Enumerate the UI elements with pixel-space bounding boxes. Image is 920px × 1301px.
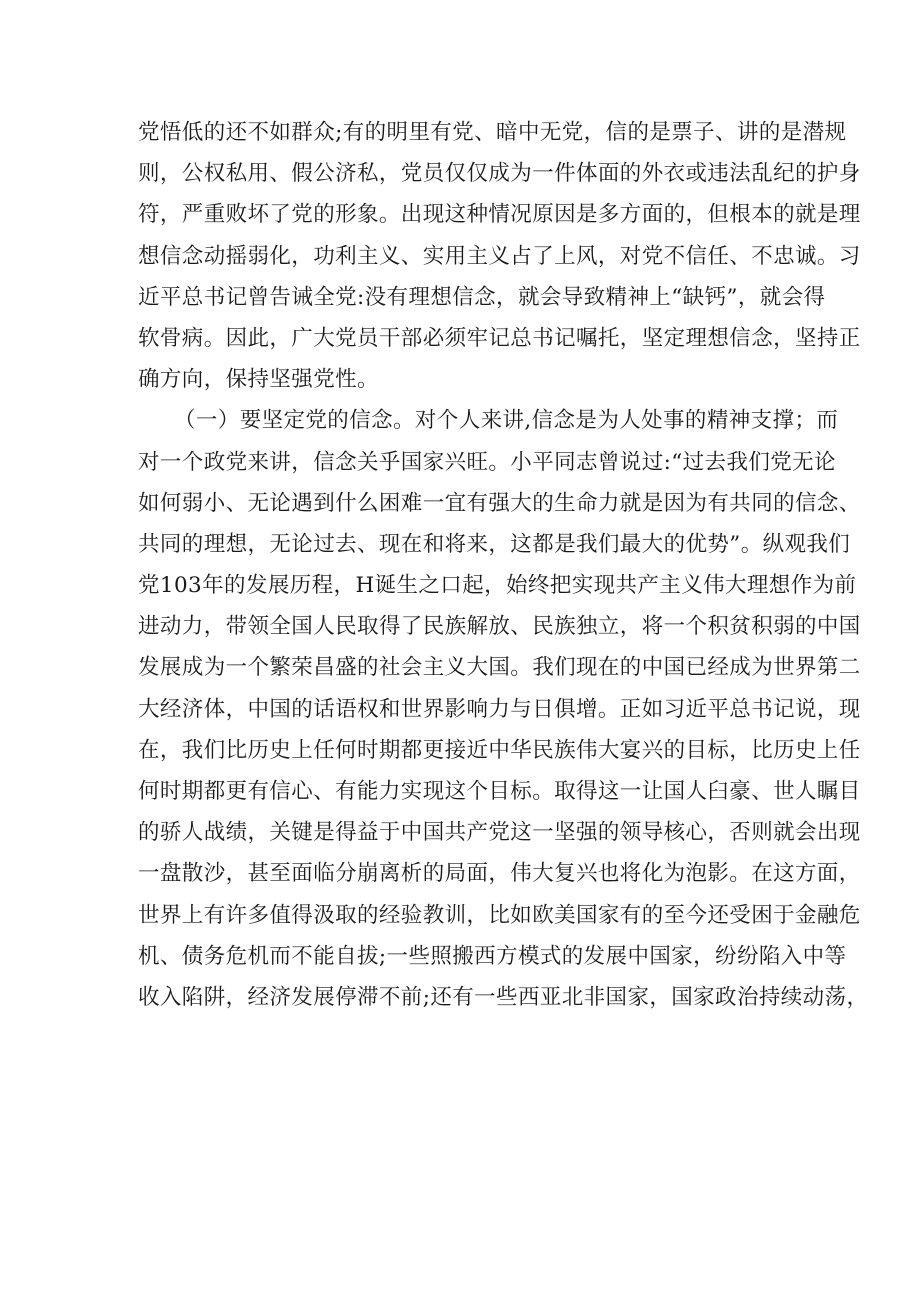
text-line: 的骄人战绩，关键是得益于中国共产党这一坚强的领导核心，否则就会出现 [138,820,861,846]
text-line: 进动力，带领全国人民取得了民族解放、民族独立，将一个积贫积弱的中国 [138,614,861,640]
text-line: 收入陷阱，经济发展停滞不前;还有一些西亚北非国家，国家政治持续动荡， [138,984,869,1010]
text-line: 软骨病。因此，广大党员干部必须牢记总书记嘱托，坚定理想信念，坚持正 [138,325,861,351]
text-line: 如何弱小、无论遇到什么困难一宜有强大的生命力就是因为有共同的信念、 [138,490,861,516]
text-line: 共同的理想，无论过去、现在和将来，这都是我们最大的优势”。纵观我们 [138,531,851,557]
text-line: 符，严重败坏了党的形象。出现这种情况原因是多方面的，但根本的就是理 [138,202,861,228]
text-line: 发展成为一个繁荣昌盛的社会主义大国。我们现在的中国已经成为世界第二 [138,655,861,681]
text-line: 对一个政党来讲，信念关乎国家兴旺。小平同志曾说过:“过去我们党无论 [138,449,836,475]
text-line: 世界上有许多值得汲取的经验教训，比如欧美国家有的至今还受困于金融危 [138,902,861,928]
text-line: 党悟低的还不如群众;有的明里有党、暗中无党，信的是票子、讲的是潜规 [138,120,847,145]
text-line: 在，我们比历史上任何时期都更接近中华民族伟大宴兴的目标，比历史上任 [138,737,861,763]
text-line: 想信念动摇弱化，功利主义、实用主义占了上风，对党不信任、不忠诚。习 [138,243,861,269]
text-line: 近平总书记曾告诫全党:没有理想信念，就会导致精神上“缺钙”，就会得 [138,284,826,310]
text-line: 机、债务危机而不能自拔;一些照搬西方模式的发展中国家，纷纷陷入中等 [138,943,847,969]
text-line: 一盘散沙，甚至面临分崩离析的局面，伟大复兴也将化为泡影。在这方面， [138,861,861,887]
text-line: 何时期都更有信心、有能力实现这个目标。取得这一让国人臼豪、世人瞩目 [138,779,861,804]
section-heading-line: （一）要坚定党的信念。对个人来讲,信念是为人处事的精神支撑；而 [174,408,839,434]
text-line: 党103年的发展历程，H诞生之口起，始终把实现共产主义伟大理想作为前 [138,573,857,599]
document-body [138,112,869,1018]
text-line: 确方向，保持坚强党性。 [138,367,379,393]
text-line: 则，公权私用、假公济私，党员仅仅成为一件体面的外衣或违法乱纪的护身 [138,161,861,187]
text-line: 大经济体，中国的话语权和世界影响力与日俱增。正如习近平总书记说，现 [138,696,861,722]
